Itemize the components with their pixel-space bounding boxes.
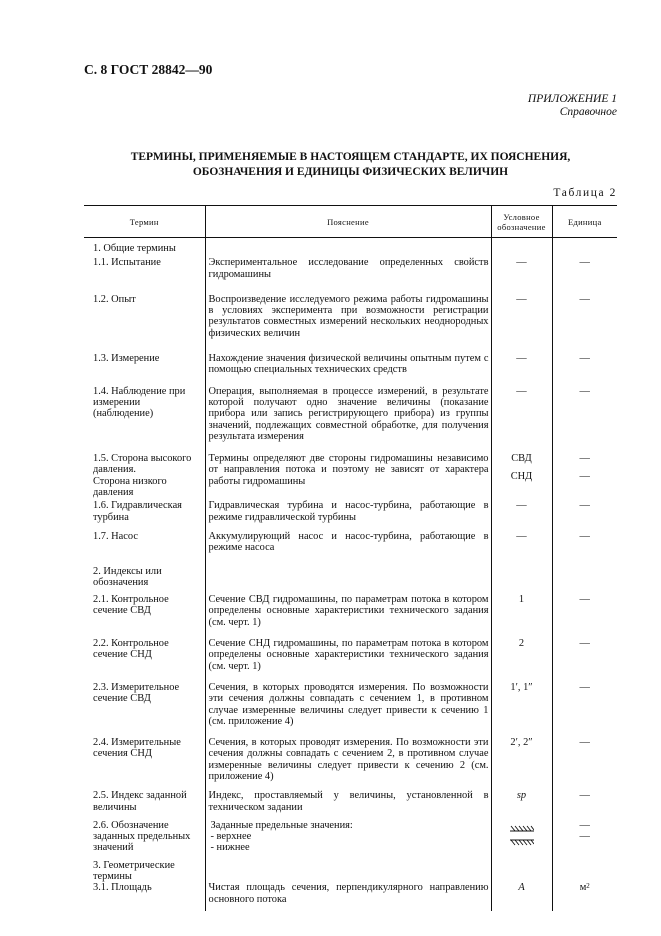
section-heading: 1. Общие термины: [93, 243, 176, 254]
unit-cell: [552, 384, 617, 451]
document-title-line-2: ОБОЗНАЧЕНИЯ И ЕДИНИЦЫ ФИЗИЧЕСКИХ ВЕЛИЧИН: [192, 166, 509, 178]
term-label: Сторона низкого давления: [93, 475, 167, 499]
section-heading: 2. Индексы или обозначения: [93, 565, 162, 588]
term-cell: [84, 788, 205, 817]
term-label: 3.1. Площадь: [93, 882, 152, 894]
term-cell: [84, 238, 205, 255]
explanation-text: Термины определяют две стороны гидромашины независимо от направления потока и поэтому не зависят от характера работы гидромашины: [208, 453, 489, 487]
symbol-cell: [491, 451, 552, 498]
symbol-cell: [491, 735, 552, 788]
table-row: [84, 680, 617, 735]
explanation-text: Экспериментальное исследование определенных свойств гидромашины: [208, 257, 489, 280]
appendix-title: ПРИЛОЖЕНИЕ 1: [527, 93, 617, 105]
term-label: 2.3. Измерительное сечение СВД: [93, 681, 180, 705]
symbol-cell: [491, 254, 552, 292]
term-cell: [84, 680, 205, 735]
table-row: [84, 564, 617, 593]
unit-value: —: [579, 594, 590, 606]
unit-value: —: [579, 471, 590, 483]
term-cell: [84, 636, 205, 680]
unit-value: —: [579, 737, 590, 749]
symbol-value: —: [516, 500, 527, 512]
symbol-value: 1: [518, 594, 525, 606]
page-header: С. 8 ГОСТ 28842—90: [84, 62, 213, 77]
symbol-value: A: [518, 882, 525, 894]
explanation-text: Чистая площадь сечения, перпендикулярного направлению основного потока: [208, 882, 489, 905]
explanation-text: Индекс, проставляемый у величины, установленной в техническом задании: [208, 790, 489, 813]
document-title: [84, 150, 617, 180]
symbol-cell: [491, 788, 552, 817]
unit-cell: [552, 451, 617, 498]
unit-cell: [552, 882, 617, 911]
term-cell: [84, 592, 205, 636]
term-label: 2.4. Измерительные сечения СНД: [93, 737, 181, 760]
symbol-cell: [491, 636, 552, 680]
unit-value: —: [579, 819, 590, 831]
term-cell: [84, 858, 205, 883]
table-row: [84, 735, 617, 788]
unit-cell: [552, 498, 617, 529]
column-header-symbol-line-1: Условное: [503, 211, 540, 222]
table-row: [84, 238, 617, 255]
unit-value: —: [579, 385, 590, 397]
symbol-cell: [491, 292, 552, 351]
symbol-value: 2′, 2″: [510, 737, 533, 749]
term-cell: [84, 882, 205, 911]
table-label: Таблица 2: [553, 187, 617, 199]
term-label: 1.2. Опыт: [93, 293, 136, 305]
symbol-cell: [491, 384, 552, 451]
term-label: 2.2. Контрольное сечение СНД: [93, 638, 169, 661]
symbol-value: СНД: [510, 471, 533, 483]
term-cell: [84, 384, 205, 451]
symbol-cell: [491, 680, 552, 735]
symbol-value: —: [516, 257, 527, 269]
table-row: [84, 351, 617, 384]
unit-cell: [552, 636, 617, 680]
list-item: - нижнее: [210, 842, 250, 854]
symbol-cell: [491, 858, 552, 883]
explanation-cell: [205, 680, 491, 735]
table-row: [84, 636, 617, 680]
symbol-cell: [491, 529, 552, 564]
unit-value: —: [579, 353, 590, 365]
term-cell: [84, 735, 205, 788]
unit-cell: [552, 238, 617, 255]
table-row: [84, 254, 617, 292]
unit-cell: [552, 254, 617, 292]
table-row: [84, 817, 617, 858]
explanation-cell: [205, 351, 491, 384]
column-header-symbol: [491, 206, 552, 238]
explanation-cell: [205, 788, 491, 817]
symbol-value: 1′, 1″: [510, 681, 533, 693]
unit-cell: [552, 817, 617, 858]
explanation-text: Воспроизведение исследуемого режима работы гидромашины в условиях эксперимента при возможности регистрации результатов совместных измерений нескольких неоднородных физических величин: [208, 293, 489, 339]
unit-value: —: [579, 257, 590, 269]
unit-value: —: [579, 790, 590, 802]
term-cell: [84, 817, 205, 858]
term-label: 1.7. Насос: [93, 530, 138, 542]
table-row: [84, 882, 617, 911]
unit-cell: [552, 680, 617, 735]
symbol-value: —: [516, 353, 527, 365]
appendix-subtitle: Справочное: [559, 106, 617, 118]
symbol-cell: [491, 564, 552, 593]
unit-cell: [552, 529, 617, 564]
term-cell: [84, 254, 205, 292]
column-header-term: Термин: [84, 206, 205, 238]
terms-table-wrapper: [84, 205, 617, 911]
explanation-cell: [205, 292, 491, 351]
lower-limit-hatch-icon: [510, 839, 534, 847]
explanation-text: Нахождение значения физической величины опытным путем с помощью специальных технических средств: [208, 353, 489, 376]
explanation-text: Операция, выполняемая в процессе измерений, в результате которой получают одно значение величины (показание прибора или запись регистрирующего прибора) из группы значений, подлежащих совместной обработке, для получения результата измерения: [208, 385, 489, 442]
term-cell: [84, 292, 205, 351]
explanation-cell: [205, 529, 491, 564]
unit-value: —: [579, 681, 590, 693]
document-title-line-1: ТЕРМИНЫ, ПРИМЕНЯЕМЫЕ В НАСТОЯЩЕМ СТАНДАРТЕ, ИХ ПОЯСНЕНИЯ,: [130, 151, 571, 163]
unit-cell: [552, 351, 617, 384]
table-row: [84, 498, 617, 529]
appendix-label: [528, 93, 617, 119]
unit-cell: [552, 592, 617, 636]
symbol-value: —: [516, 530, 527, 542]
symbol-cell: [491, 238, 552, 255]
explanation-cell: [205, 564, 491, 593]
explanation-cell: [205, 451, 491, 498]
symbol-cell: [491, 498, 552, 529]
table-row: [84, 858, 617, 883]
table-row: [84, 451, 617, 498]
explanation-text: Гидравлическая турбина и насос-турбина, работающие в режиме гидравлической турбины: [208, 500, 489, 523]
table-row: [84, 529, 617, 564]
explanation-cell: [205, 238, 491, 255]
explanation-cell: [205, 636, 491, 680]
explanation-text: Сечение СНД гидромашины, по параметрам потока в котором определены основные характеристики технического задания (см. черт. 1): [208, 638, 489, 672]
symbol-value: —: [516, 385, 527, 397]
upper-limit-hatch-icon: [510, 824, 534, 832]
term-label: 1.3. Измерение: [93, 353, 160, 365]
explanation-cell: [205, 592, 491, 636]
terms-table: [84, 205, 617, 911]
explanation-text: Аккумулирующий насос и насос-турбина, работающие в режиме насоса: [208, 530, 489, 554]
symbol-value: 2: [518, 638, 525, 650]
explanation-text: Сечения, в которых проводятся измерения. По возможности эти сечения должны совпадать с сечением 1, в противном случае измеренные величины следует привести к сечению 1 (см. приложение 4): [208, 681, 489, 727]
unit-cell: [552, 788, 617, 817]
list-item: - верхнее: [210, 831, 252, 843]
column-header-explanation: Пояснение: [205, 206, 491, 238]
term-label: 1.5. Сторона высокого давления.: [93, 453, 192, 476]
unit-value: —: [579, 530, 590, 542]
unit-value: —: [579, 831, 590, 843]
table-row: [84, 292, 617, 351]
table-row: [84, 384, 617, 451]
table-header-row: [84, 206, 617, 238]
symbol-cell: [491, 882, 552, 911]
term-label: 1.6. Гидравлическая турбина: [93, 500, 182, 523]
table-row: [84, 592, 617, 636]
symbol-cell: [491, 592, 552, 636]
explanation-text: Сечение СВД гидромашины, по параметрам потока в котором определены основные характеристики технического задания (см. черт. 1): [208, 594, 489, 628]
explanation-cell: [205, 858, 491, 883]
term-cell: [84, 498, 205, 529]
term-cell: [84, 529, 205, 564]
term-cell: [84, 564, 205, 593]
explanation-cell: [205, 254, 491, 292]
term-label: 2.5. Индекс заданной величины: [93, 790, 187, 813]
symbol-value: —: [516, 293, 527, 305]
explanation-text: Сечения, в которых проводят измерения. По возможности эти сечения должны совпадать с сечением 2, в противном случае измеренные величины следует привести к сечению 2 (см. приложение 4): [208, 737, 489, 782]
unit-cell: [552, 292, 617, 351]
unit-value: —: [579, 638, 590, 650]
column-header-symbol-line-2: обозначение: [497, 221, 546, 232]
symbol-cell: [491, 817, 552, 858]
unit-value: м: [579, 882, 587, 894]
explanation-cell: [205, 498, 491, 529]
table-row: [84, 788, 617, 817]
explanation-cell: [205, 384, 491, 451]
term-cell: [84, 351, 205, 384]
column-header-unit: Единица: [552, 206, 617, 238]
unit-cell: [552, 564, 617, 593]
symbol-value: СВД: [511, 453, 532, 465]
unit-value: —: [579, 500, 590, 512]
unit-value: —: [579, 453, 590, 465]
term-label: 1.1. Испытание: [93, 257, 161, 269]
explanation-cell: [205, 882, 491, 911]
term-label: 2.1. Контрольное сечение СВД: [93, 594, 169, 617]
term-label: 1.4. Наблюдение при измерении (наблюдение): [93, 385, 186, 420]
explanation-cell: [205, 817, 491, 858]
explanation-text: Заданные предельные значения:: [210, 819, 353, 831]
unit-cell: [552, 858, 617, 883]
unit-cell: [552, 735, 617, 788]
symbol-value: sp: [516, 790, 527, 802]
unit-value: —: [579, 293, 590, 305]
unit-exponent: 2: [586, 882, 590, 891]
term-cell: [84, 451, 205, 498]
explanation-cell: [205, 735, 491, 788]
term-label: 2.6. Обозначение заданных предельных значений: [93, 819, 191, 854]
symbol-cell: [491, 351, 552, 384]
section-heading: 3. Геометрические термины: [93, 859, 175, 883]
